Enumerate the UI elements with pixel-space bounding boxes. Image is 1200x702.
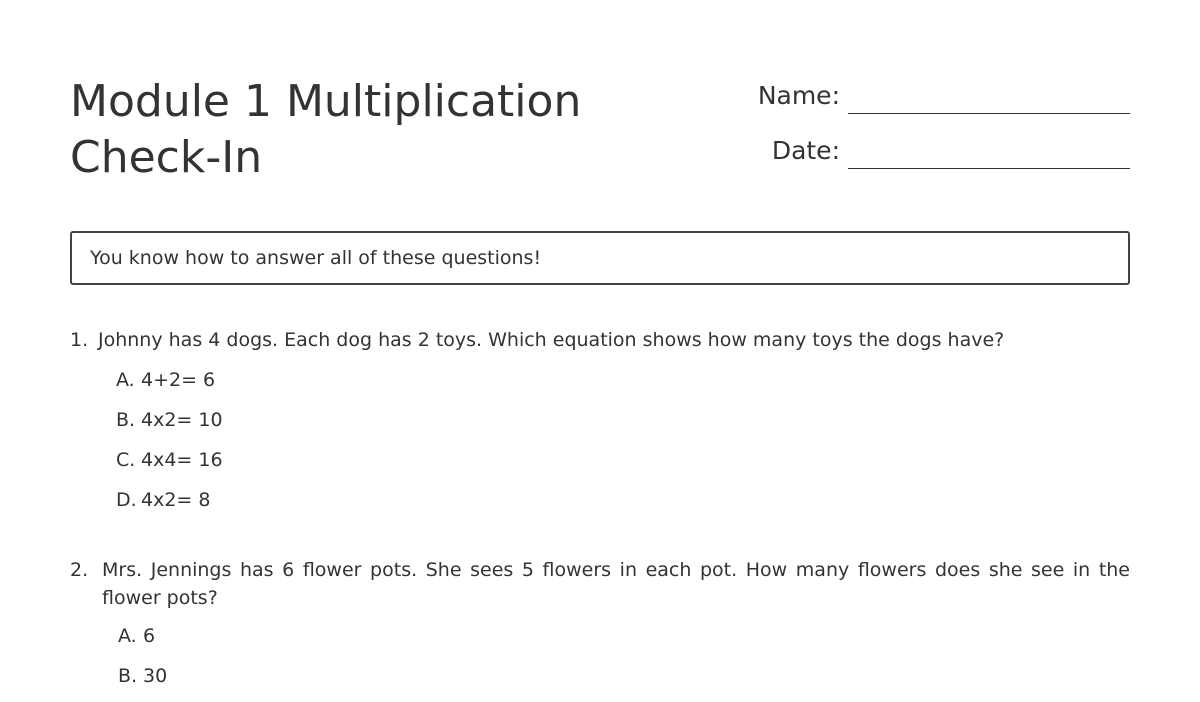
option-letter: B. bbox=[118, 665, 138, 687]
answer-options bbox=[70, 622, 1130, 702]
instruction-callout bbox=[70, 231, 1130, 285]
date-field bbox=[690, 135, 1130, 169]
option-letter: D. bbox=[116, 489, 137, 511]
instruction-text: You know how to answer all of these questions! bbox=[90, 247, 542, 269]
option-letter: A. bbox=[116, 369, 135, 391]
question-number: 2. bbox=[70, 559, 89, 581]
answer-option-b[interactable] bbox=[70, 662, 1130, 702]
question-2 bbox=[70, 556, 1130, 702]
option-text: 4x4= 16 bbox=[141, 449, 223, 471]
option-text: 4x2= 8 bbox=[141, 489, 211, 511]
option-text: 30 bbox=[143, 665, 168, 687]
question-text: Mrs. Jennings has 6 flower pots. She sees 5 flowers in each pot. How many flowers does she see in the flower pots? bbox=[102, 559, 1130, 609]
option-text: 4+2= 6 bbox=[141, 369, 216, 391]
page-title-line-1: Module 1 Multiplication bbox=[70, 76, 582, 127]
page-title bbox=[70, 74, 690, 186]
option-text: 4x2= 10 bbox=[141, 409, 223, 431]
question-number: 1. bbox=[70, 329, 89, 351]
answer-option-a[interactable] bbox=[70, 622, 1130, 662]
option-text: 6 bbox=[143, 625, 156, 647]
answer-option-d[interactable] bbox=[70, 486, 1130, 526]
option-letter: A. bbox=[118, 625, 137, 647]
page-title-line-2: Check-In bbox=[70, 132, 263, 183]
name-label: Name: bbox=[757, 81, 840, 110]
question-text: Johnny has 4 dogs. Each dog has 2 toys. Which equation shows how many toys the dogs have? bbox=[98, 329, 1005, 351]
option-letter: C. bbox=[116, 449, 136, 471]
option-letter: B. bbox=[116, 409, 136, 431]
question-1-prompt bbox=[70, 326, 1130, 354]
name-field bbox=[690, 80, 1130, 114]
question-1 bbox=[70, 326, 1130, 526]
answer-options bbox=[70, 366, 1130, 526]
answer-option-a[interactable] bbox=[70, 366, 1130, 406]
name-blank-line[interactable] bbox=[848, 113, 1130, 114]
question-2-prompt bbox=[70, 556, 1130, 612]
answer-option-b[interactable] bbox=[70, 406, 1130, 446]
date-blank-line[interactable] bbox=[848, 168, 1130, 169]
answer-option-c[interactable] bbox=[70, 446, 1130, 486]
date-label: Date: bbox=[771, 136, 840, 165]
